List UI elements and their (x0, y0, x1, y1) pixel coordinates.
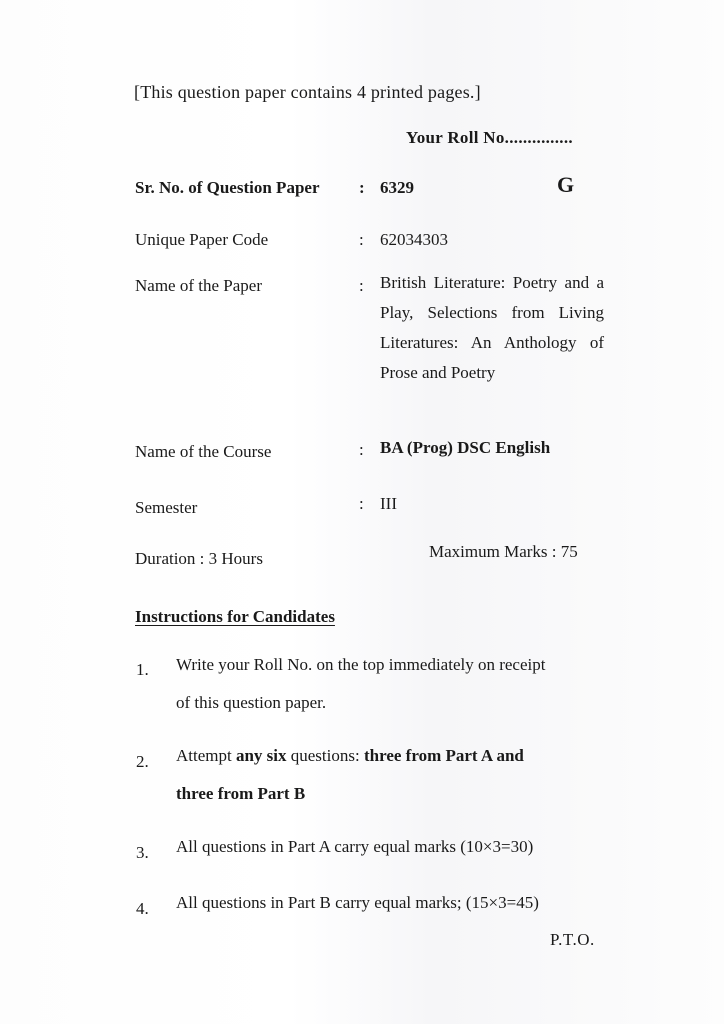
instruction-4-line-1: All questions in Part B carry equal marks; (15×3=45) (176, 893, 539, 912)
page-count-note: [This question paper contains 4 printed pages.] (134, 82, 481, 102)
instruction-3-number: 3. (136, 843, 149, 862)
paper-name-value: British Literature: Poetry and a Play, Selections from Living Literatures: An Anthology of Prose and Poetry (380, 273, 604, 382)
unique-code-value: 62034303 (380, 230, 448, 249)
instruction-1-number: 1. (136, 660, 149, 679)
instruction-2-attempt: Attempt (176, 746, 236, 765)
max-marks-text: Maximum Marks : 75 (429, 542, 578, 561)
instruction-2-line-2: three from Part B (176, 784, 306, 803)
course-colon: : (359, 440, 364, 459)
sr-no-label: Sr. No. of Question Paper (135, 178, 320, 197)
sr-no-colon: : (359, 178, 365, 197)
duration-text: Duration : 3 Hours (135, 549, 263, 568)
instruction-2-part-a: three from Part A and (363, 746, 524, 765)
set-letter: G (557, 172, 575, 197)
roll-number-line: Your Roll No............... (406, 128, 573, 147)
instruction-1-line-1: Write your Roll No. on the top immediately on receipt (176, 655, 546, 674)
semester-value: III (380, 494, 397, 513)
instruction-3-line-1: All questions in Part A carry equal marks (10×3=30) (176, 837, 534, 856)
instruction-4-number: 4. (136, 899, 149, 918)
course-value: BA (Prog) DSC English (380, 438, 551, 457)
sr-no-value: 6329 (380, 178, 414, 197)
pto-text: P.T.O. (550, 930, 595, 949)
semester-colon: : (359, 494, 364, 513)
paper-name-label: Name of the Paper (135, 276, 262, 295)
instruction-2-questions: questions: (286, 746, 364, 765)
instruction-2-number: 2. (136, 752, 149, 771)
instruction-2-line-1 (176, 737, 524, 775)
instructions-title: Instructions for Candidates (135, 607, 335, 626)
course-label: Name of the Course (135, 442, 272, 461)
paper-name-colon: : (359, 276, 364, 295)
unique-code-colon: : (359, 230, 364, 249)
unique-code-label: Unique Paper Code (135, 230, 269, 249)
instruction-1-line-2: of this question paper. (176, 693, 327, 712)
instruction-2-any-six: any six (235, 746, 287, 765)
semester-label: Semester (135, 498, 198, 517)
